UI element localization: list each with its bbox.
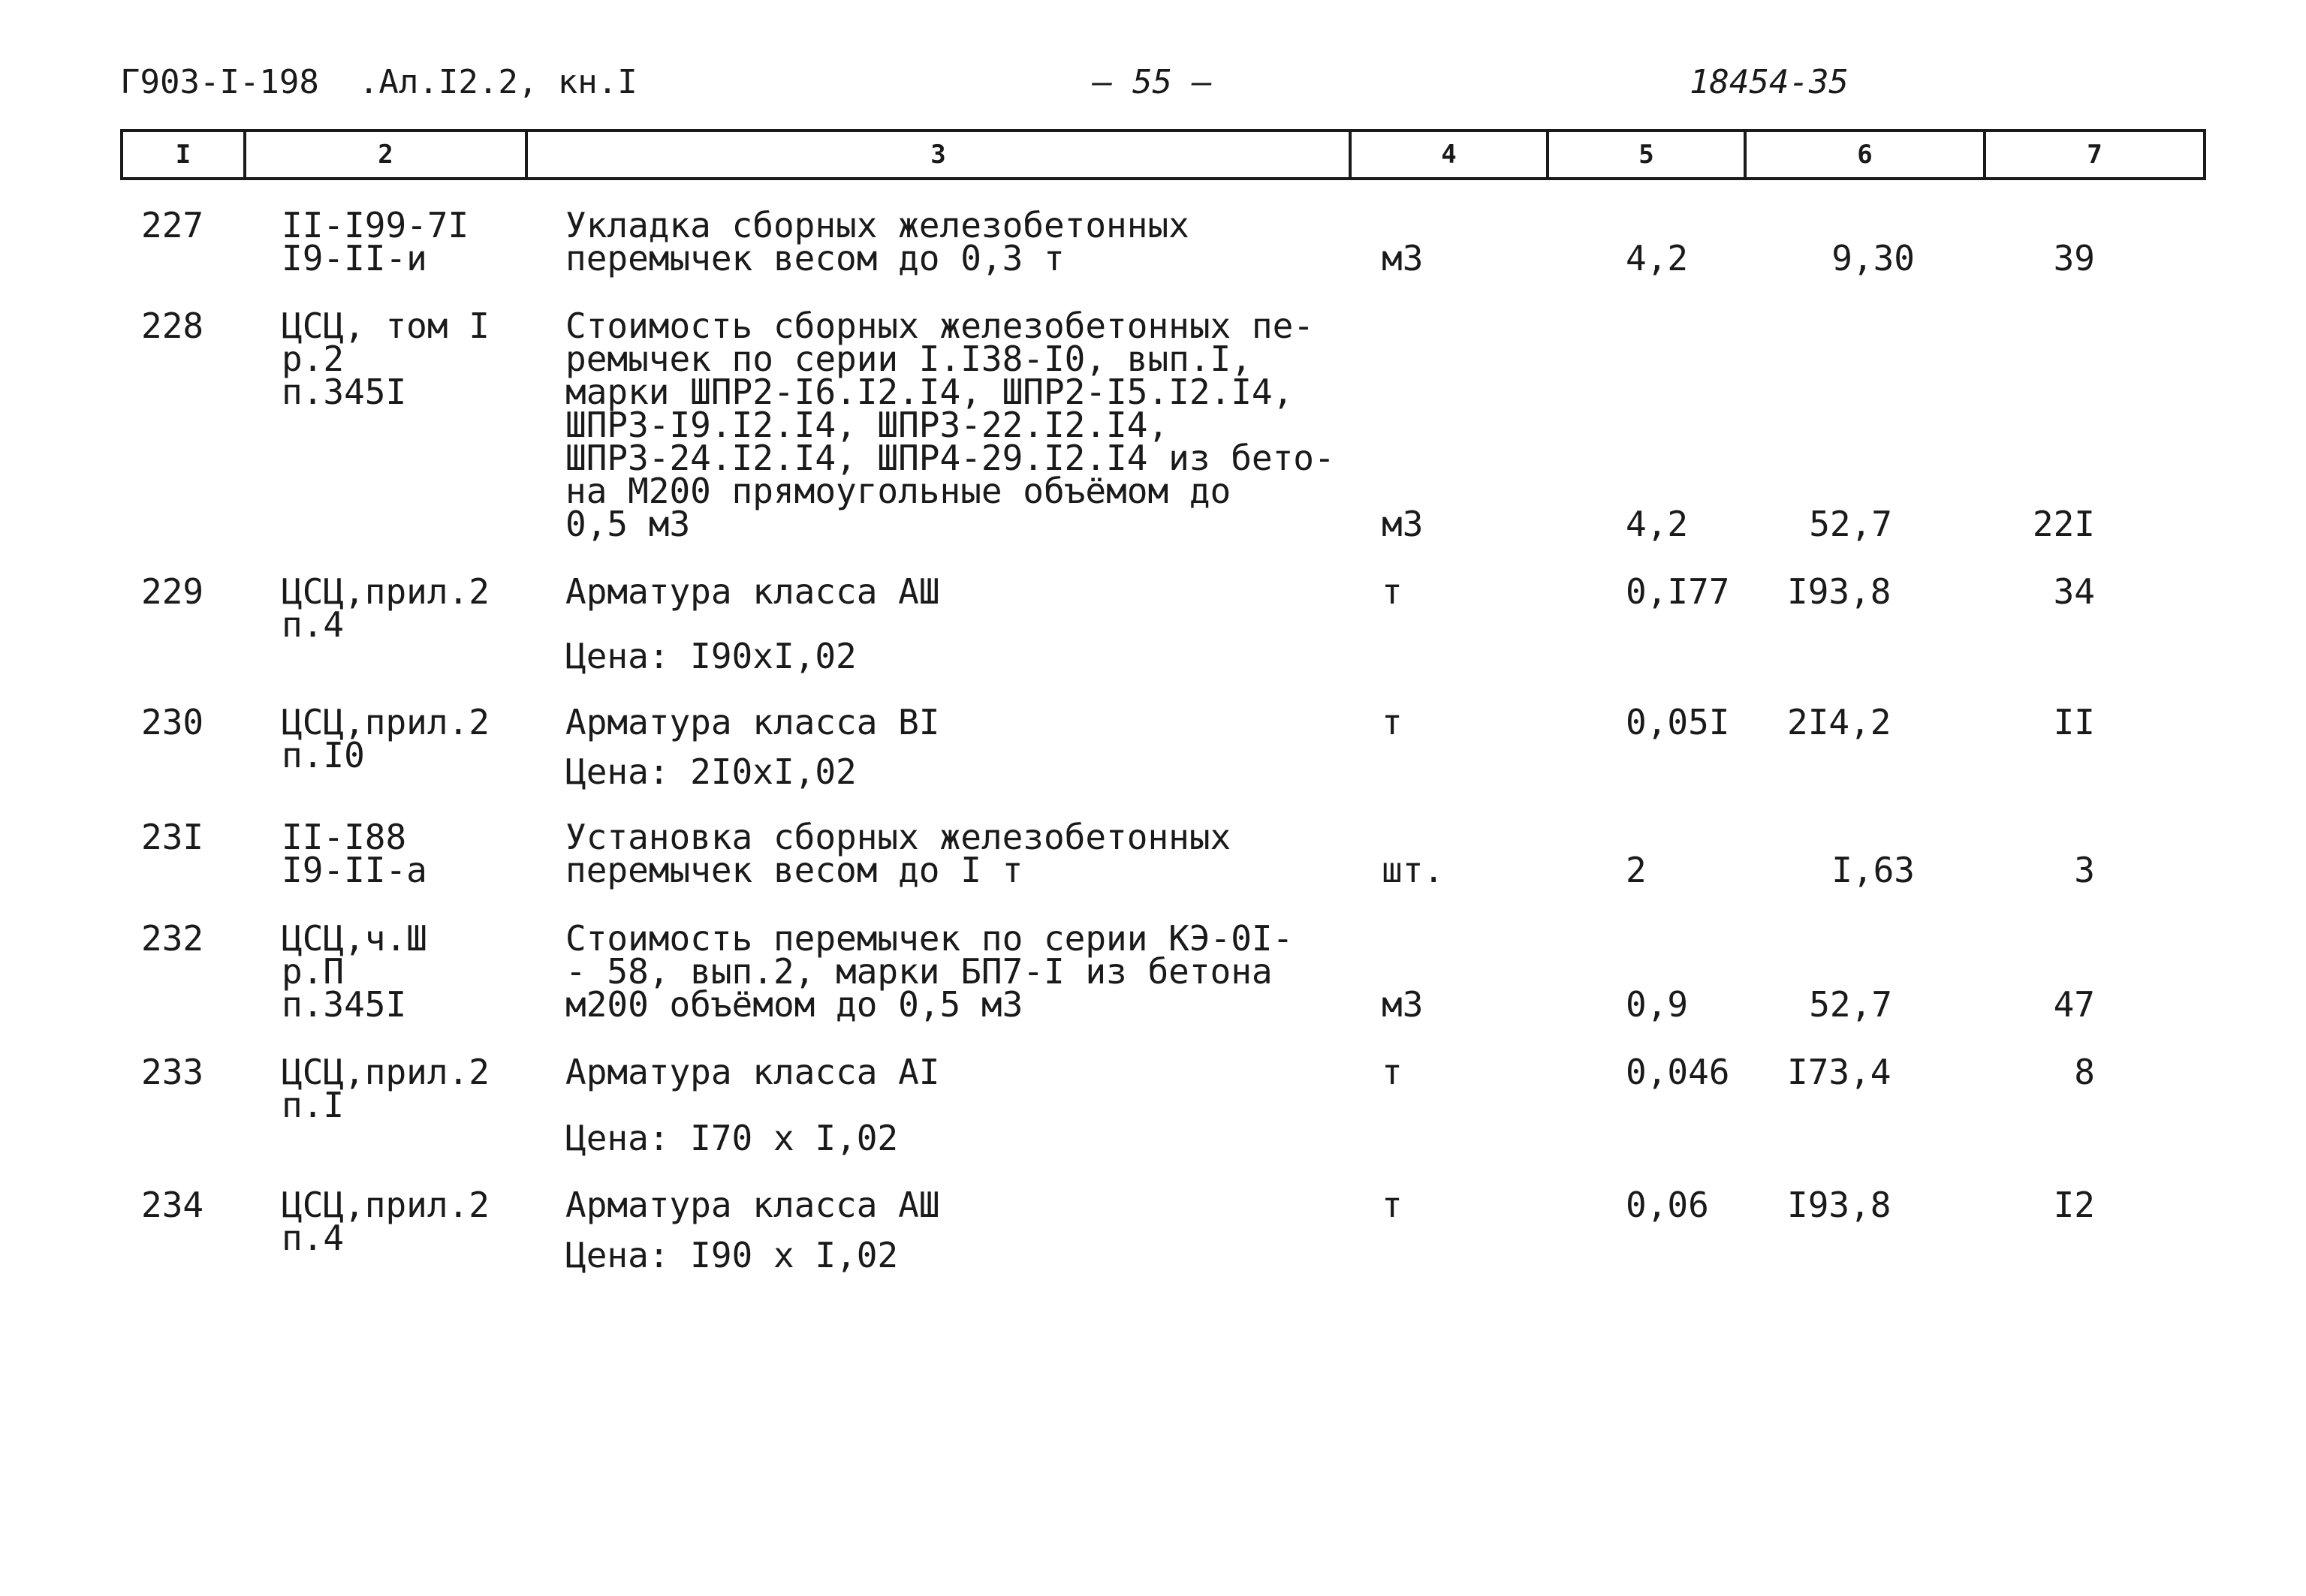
- row-quantity: 0,05I: [1626, 702, 1730, 742]
- row-description: Стоимость сборных железобетонных пе- ремычек по серии I.I38-I0, вып.I, марки ШПР2-I6.I2.I4, ШПР2-I5.I2.I4, ШПР3-I9.I2.I4, ШПР3-22.I2.I4, ШПР3-24.I2.I4, ШПР4-29.I2.I4 из бето- на М200 прямоугольные объёмом до 0,5 м3: [565, 306, 1335, 544]
- registration-number: 18454-35: [1690, 63, 1849, 101]
- column-header-4: 4: [1441, 140, 1457, 170]
- column-header-3: 3: [930, 140, 946, 170]
- row-description: Арматура класса АШ: [565, 571, 940, 612]
- row-quantity: 0,I77: [1626, 571, 1730, 612]
- row-unit: т: [1382, 1052, 1403, 1092]
- row-price-note: Цена: I90xI,02: [565, 636, 857, 676]
- row-unit: м3: [1382, 504, 1424, 544]
- column-header-5: 5: [1638, 140, 1654, 170]
- row-code: ЦСЦ,прил.2 п.4: [282, 571, 490, 645]
- row-number: 233: [141, 1052, 204, 1092]
- row-total: 39: [2053, 238, 2095, 279]
- row-description: Арматура класса АШ: [565, 1185, 940, 1225]
- row-total: 8: [2074, 1052, 2095, 1092]
- row-total: 22I: [2032, 504, 2095, 544]
- row-unit: т: [1382, 1185, 1403, 1225]
- row-price-note: Цена: I90 x I,02: [565, 1235, 899, 1275]
- row-total: 3: [2074, 850, 2095, 890]
- row-description: Установка сборных железобетонных перемычек весом до I т: [565, 817, 1231, 890]
- row-price: I93,8: [1787, 571, 1892, 612]
- row-price-note: Цена: I70 x I,02: [565, 1118, 899, 1158]
- row-unit: т: [1382, 571, 1403, 612]
- row-price: 9,30: [1831, 238, 1915, 279]
- row-total: 47: [2053, 984, 2095, 1025]
- row-code: ЦСЦ,прил.2 п.4: [282, 1185, 490, 1258]
- row-number: 232: [141, 918, 204, 959]
- column-header-2: 2: [378, 140, 393, 170]
- row-quantity: 4,2: [1626, 238, 1689, 279]
- row-description: Стоимость перемычек по серии КЭ-0I- - 58, вып.2, марки БП7-I из бетона м200 объёмом до 0,5 м3: [565, 918, 1294, 1025]
- row-quantity: 2: [1626, 850, 1647, 890]
- row-unit: м3: [1382, 238, 1424, 279]
- row-number: 230: [141, 702, 204, 742]
- row-price: 2I4,2: [1787, 702, 1892, 742]
- row-number: 23I: [141, 817, 204, 857]
- row-total: 34: [2053, 571, 2095, 612]
- row-number: 228: [141, 306, 204, 346]
- column-header-7: 7: [2087, 140, 2103, 170]
- row-description: Арматура класса BI: [565, 702, 940, 742]
- row-price: 52,7: [1809, 504, 1892, 544]
- column-header-6: 6: [1857, 140, 1873, 170]
- row-price: I73,4: [1787, 1052, 1892, 1092]
- row-total: I2: [2053, 1185, 2095, 1225]
- row-price: I93,8: [1787, 1185, 1892, 1225]
- row-number: 234: [141, 1185, 204, 1225]
- row-code: II-I88 I9-II-а: [282, 817, 427, 890]
- row-quantity: 0,9: [1626, 984, 1689, 1025]
- row-number: 229: [141, 571, 204, 612]
- row-description: Арматура класса AI: [565, 1052, 940, 1092]
- row-code: ЦСЦ, том I р.2 п.345I: [282, 306, 490, 412]
- row-code: II-I99-7I I9-II-и: [282, 205, 469, 279]
- row-unit: м3: [1382, 984, 1424, 1025]
- row-price-note: Цена: 2I0xI,02: [565, 751, 857, 792]
- row-price: I,63: [1831, 850, 1915, 890]
- row-unit: т: [1382, 702, 1403, 742]
- row-quantity: 4,2: [1626, 504, 1689, 544]
- row-code: ЦСЦ,прил.2 п.I0: [282, 702, 490, 775]
- row-price: 52,7: [1809, 984, 1892, 1025]
- row-number: 227: [141, 205, 204, 245]
- row-unit: шт.: [1382, 850, 1445, 890]
- row-code: ЦСЦ,прил.2 п.I: [282, 1052, 490, 1125]
- document-code: Г903-I-198 .Ал.I2.2, кн.I: [120, 63, 638, 101]
- row-total: II: [2053, 702, 2095, 742]
- row-quantity: 0,06: [1626, 1185, 1709, 1225]
- column-header-1: I: [175, 140, 191, 170]
- row-code: ЦСЦ,ч.Ш р.П п.345I: [282, 918, 427, 1025]
- row-quantity: 0,046: [1626, 1052, 1730, 1092]
- page-number: — 55 —: [1093, 63, 1212, 101]
- row-description: Укладка сборных железобетонных перемычек весом до 0,3 т: [565, 205, 1189, 279]
